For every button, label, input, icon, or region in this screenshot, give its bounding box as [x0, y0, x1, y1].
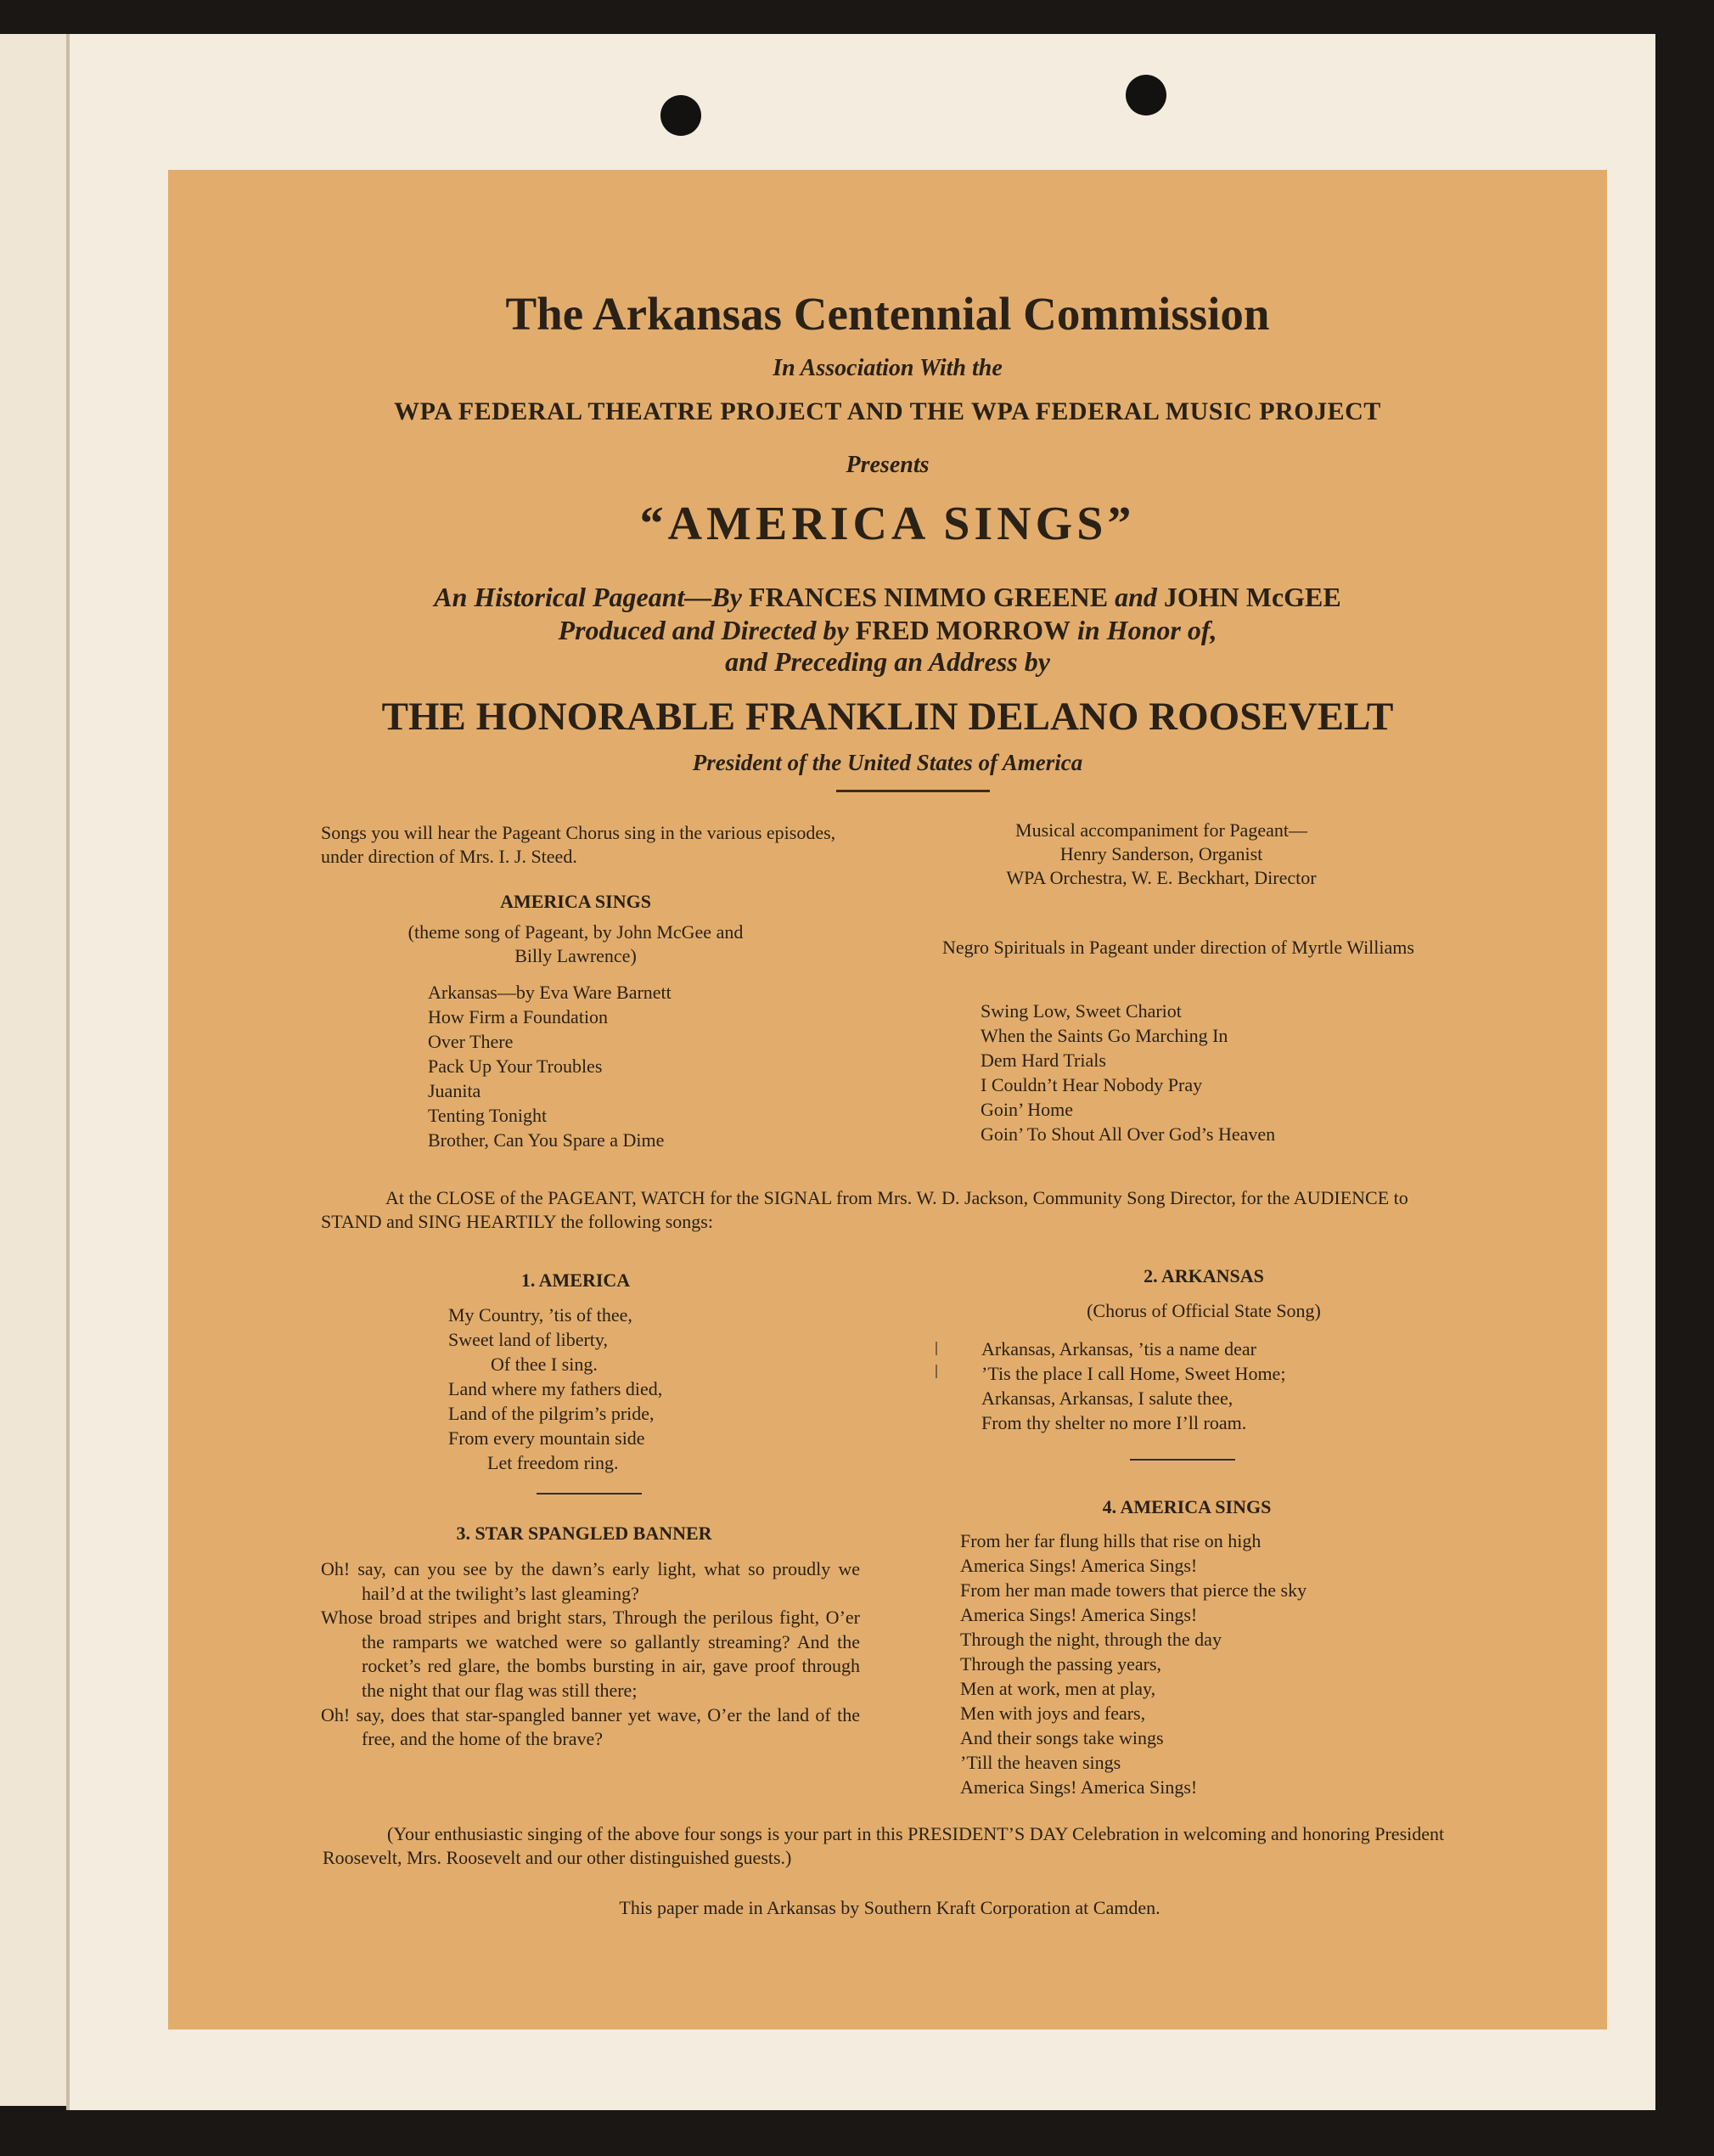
chorus-song-list	[428, 980, 835, 1152]
list-item: I Couldn’t Hear Nobody Pray	[981, 1074, 1203, 1096]
director-line: Produced and Directed by FRED MORROW in Honor of,	[558, 615, 1217, 645]
list-item: Brother, Can You Spare a Dime	[428, 1129, 665, 1151]
honoree-title: President of the United States of America	[692, 750, 1083, 775]
lyric-line: Men with joys and fears,	[960, 1703, 1146, 1725]
list-item: Arkansas—by Eva Ware Barnett	[428, 982, 672, 1003]
list-item: Juanita	[428, 1080, 481, 1102]
list-item: When the Saints Go Marching In	[981, 1025, 1228, 1047]
program-sheet	[168, 170, 1607, 2029]
closing-note: (Your enthusiastic singing of the above four songs is your part in this PRESIDENT’S DAY Celebration in welcoming and honoring President Roosevelt, Mrs. Roosevelt and our other distinguished guests.)	[323, 1823, 1445, 1869]
authors-line: An Historical Pageant—By FRANCES NIMMO GREENE and JOHN McGEE	[434, 582, 1341, 612]
list-item: Goin’ Home	[981, 1099, 1073, 1121]
list-item: Pack Up Your Troubles	[428, 1055, 603, 1078]
association-line: In Association With the	[773, 355, 1003, 381]
theme-song-note: (theme song of Pageant, by John McGee and Billy Lawrence)	[407, 921, 744, 967]
show-title: “AMERICA SINGS”	[639, 498, 1136, 550]
margin-mark	[936, 1365, 937, 1378]
music-accompaniment: Musical accompaniment for Pageant— Henry Sanderson, Organist WPA Orchestra, W. E. Beckhart, Director	[1006, 819, 1317, 889]
list-item: Dem Hard Trials	[981, 1050, 1106, 1072]
lyric-line: Sweet land of liberty,	[448, 1329, 608, 1351]
lyric-line: Oh! say, does that star-spangled banner yet wave, O’er the land of the free, and the home of the brave?	[321, 1703, 860, 1750]
margin-mark	[936, 1342, 937, 1355]
lyric-line: Of thee I sing.	[491, 1354, 598, 1376]
song2-lyrics	[981, 1337, 1457, 1435]
lyric-line: And their songs take wings	[960, 1727, 1164, 1749]
lyric-line: America Sings! America Sings!	[960, 1555, 1198, 1577]
song2-divider	[1130, 1459, 1235, 1461]
punch-hole-left	[660, 95, 701, 136]
lyric-line: Through the night, through the day	[960, 1629, 1222, 1651]
song3-lyrics	[321, 1557, 860, 1752]
spirituals-list	[981, 999, 1456, 1146]
address-line: and Preceding an Address by	[725, 646, 1050, 677]
lyric-line: Whose broad stripes and bright stars, Through the perilous fight, O’er the ramparts we watched were so gallantly streaming? And the rocket’s red glare, the bombs bursting in air, gave proof through the night that our flag was still there;	[321, 1607, 860, 1701]
lyric-line: Men at work, men at play,	[960, 1678, 1156, 1700]
lyric-line: From every mountain side	[448, 1427, 645, 1450]
lyric-line: America Sings! America Sings!	[960, 1776, 1198, 1799]
lyric-line: ’Till the heaven sings	[960, 1752, 1121, 1774]
spirituals-intro: Negro Spirituals in Pageant under direction of Myrtle Williams	[942, 937, 1414, 958]
punch-hole-right	[1126, 75, 1166, 115]
lyric-line: ’Tis the place I call Home, Sweet Home;	[981, 1363, 1286, 1385]
lyric-line: Arkansas, Arkansas, I salute thee,	[981, 1388, 1234, 1410]
lyric-line: My Country, ’tis of thee,	[448, 1304, 632, 1326]
lyric-line: Oh! say, can you see by the dawn’s early light, what so proudly we hail’d at the twilight’s last gleaming?	[321, 1558, 860, 1604]
song3-title: 3. STAR SPANGLED BANNER	[456, 1523, 712, 1544]
presents-line: Presents	[846, 452, 930, 478]
wpa-projects-line: WPA FEDERAL THEATRE PROJECT AND THE WPA FEDERAL MUSIC PROJECT	[394, 397, 1381, 425]
list-item: Over There	[428, 1031, 514, 1053]
theme-song-title: AMERICA SINGS	[500, 891, 651, 912]
song1-title: 1. AMERICA	[520, 1269, 631, 1291]
honoree-name: THE HONORABLE FRANKLIN DELANO ROOSEVELT	[381, 695, 1394, 739]
header-divider	[836, 790, 990, 792]
lyric-line: Arkansas, Arkansas, ’tis a name dear	[981, 1338, 1256, 1359]
left-page-edge	[0, 34, 68, 2106]
song1-lyrics	[448, 1303, 805, 1475]
commission-title: The Arkansas Centennial Commission	[505, 288, 1270, 340]
list-item: Tenting Tonight	[428, 1105, 548, 1127]
lyric-line: Let freedom ring.	[487, 1452, 619, 1474]
lyric-line: From her man made towers that pierce the sky	[960, 1579, 1307, 1602]
chorus-intro: Songs you will hear the Pageant Chorus sing in the various episodes, under direction of Mrs. I. J. Steed.	[321, 822, 836, 868]
list-item: How Firm a Foundation	[428, 1006, 609, 1028]
close-instruction: At the CLOSE of the PAGEANT, WATCH for the SIGNAL from Mrs. W. D. Jackson, Community Song Director, for the AUDIENCE to STAND and SING HEARTILY the following songs:	[321, 1187, 1408, 1233]
lyric-line: America Sings! America Sings!	[960, 1604, 1198, 1626]
song1-divider	[537, 1493, 642, 1495]
list-item: Swing Low, Sweet Chariot	[981, 1000, 1182, 1022]
binding-gutter	[66, 34, 70, 2110]
song2-title: 2. ARKANSAS	[1144, 1265, 1264, 1286]
lyric-line: Land of the pilgrim’s pride,	[448, 1403, 655, 1425]
song4-lyrics	[960, 1528, 1470, 1799]
list-item: Goin’ To Shout All Over God’s Heaven	[981, 1123, 1276, 1146]
lyric-line: Through the passing years,	[960, 1653, 1162, 1675]
lyric-line: From thy shelter no more I’ll roam.	[981, 1412, 1247, 1434]
paper-note: This paper made in Arkansas by Southern Kraft Corporation at Camden.	[619, 1897, 1160, 1918]
song4-title: 4. AMERICA SINGS	[1102, 1496, 1272, 1517]
lyric-line: From her far flung hills that rise on high	[960, 1530, 1262, 1551]
song2-subtitle: (Chorus of Official State Song)	[1087, 1300, 1321, 1321]
lyric-line: Land where my fathers died,	[448, 1378, 663, 1400]
